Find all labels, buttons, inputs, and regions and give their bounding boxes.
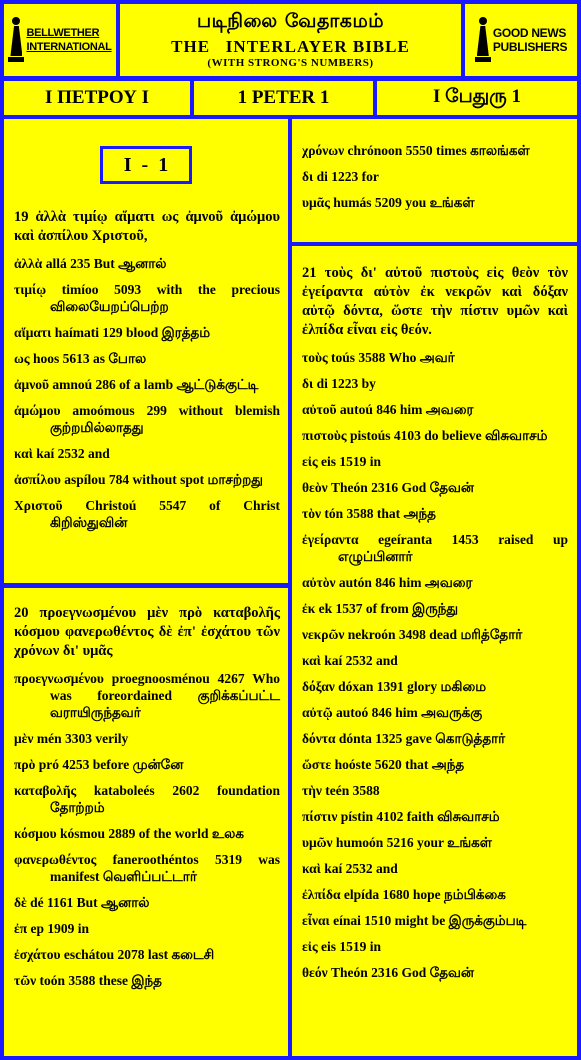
word-entry: καταβολῆς katabolеés 2602 foundation தோற்றம் (14, 783, 280, 815)
book-tamil: I பேதுரு 1 (377, 81, 577, 115)
word-entry: αὐτὸν autón 846 him அவரை (302, 575, 473, 590)
word-entry: καὶ kaí 2532 and (302, 861, 398, 876)
verse21-greek-text: 21 τοὺς δι' αὐτοῦ πιστοὺς εἰς θεὸν τὸν ἐγείραντα αὐτὸν ἐκ νεκρῶν καὶ δόξαν αὐτῷ δόντα, ὥστε τὴν πίστιν υμῶν καὶ ἐλπίδα εἶναι εἰς θεόν. (302, 265, 568, 338)
book-english: 1 PETER 1 (194, 81, 373, 115)
word-entry: δόντα dónta 1325 gave கொடுத்தார் (302, 731, 506, 746)
word-entry: χρόνων chrónoon 5550 times காலங்கள் (302, 143, 530, 158)
word-entry: υμῶν humoón 5216 your உங்கள் (302, 835, 492, 850)
word-entry: κόσμου kósmou 2889 of the world உலக (14, 826, 244, 841)
left-logo-line2: INTERNATIONAL (26, 41, 112, 53)
word-entry: θεὸν Theón 2316 God தேவன் (302, 480, 475, 495)
word-entry: δι di 1223 for (302, 169, 379, 184)
word-entry: πιστοὺς pistoús 4103 do believe விசுவாசம் (302, 428, 548, 443)
word-entry: τιμίῳ timíoo 5093 with the precious விலையேறப்பெற்ற (14, 282, 280, 314)
word-entry: ἐσχάτου eschátou 2078 last கடைசி (14, 947, 215, 962)
word-entry: ως hoos 5613 as போல (14, 351, 147, 366)
word-entry: φανερωθέντος faneroothéntos 5319 was manifest வெளிப்பட்டார் (14, 852, 280, 884)
verse19-content (14, 208, 280, 531)
word-entry: εἰς eis 1519 in (302, 454, 382, 469)
word-entry: προεγνωσμένου proegnoosménou 4267 Who was foreordained குறிக்கப்பட்ட வராயிருந்தவர் (14, 671, 280, 720)
word-entry: εἰς eis 1519 in (302, 939, 382, 954)
word-entry: ὥστε hoóste 5620 that அந்த (302, 757, 465, 772)
word-entry: αἵματι haímati 129 blood இரத்தம் (14, 325, 211, 340)
bellwether-logo (4, 4, 116, 76)
word-entry: δόξαν dóxan 1391 glory மகிமை (302, 679, 487, 694)
word-entry: ἀσπίλου aspílou 784 without spot மாசற்றது (14, 472, 263, 487)
title-tamil: படிநிலை வேதாகமம் (196, 10, 385, 32)
word-entry: ἀμνοῦ amnoú 286 of a lamb ஆட்டுக்குட்டி (14, 377, 259, 392)
word-entry: τὸν tón 3588 that அந்த (302, 506, 436, 521)
word-entry: καὶ kaí 2532 and (14, 446, 110, 461)
word-entry: αὐτοῦ autoú 846 him அவரை (302, 402, 474, 417)
word-entry: ἐγείραντα egeíranta 1453 raised up எழுப்பினார் (302, 532, 568, 564)
word-entry: ἐπ ep 1909 in (14, 921, 90, 936)
word-entry: ἀμώμου amoómous 299 without blemish குற்றமில்லாதது (14, 403, 280, 435)
word-entry: τὴν teén 3588 (302, 783, 380, 798)
word-entry: δὲ dé 1161 But ஆனால் (14, 895, 150, 910)
word-entry: αὐτῷ autoó 846 him அவருக்கு (302, 705, 483, 720)
verse20-content (14, 604, 280, 989)
right-logo-line1: GOOD NEWS (492, 26, 567, 40)
bellwether-figure-icon (8, 17, 24, 63)
chapter-label: I - 1 (100, 146, 192, 184)
word-entry: καὶ kaí 2532 and (302, 653, 398, 668)
word-entry: εἶναι eínai 1510 might be இருக்கும்படி (302, 913, 527, 928)
verse19-greek-text: 19 ἀλλὰ τιμίῳ αἵματι ως ἀμνοῦ ἀμώμου καὶ ἀσπίλου Χριστοῦ, (14, 209, 280, 244)
title-english: THE INTERLAYER BIBLE (171, 37, 410, 56)
word-entry: δι di 1223 by (302, 376, 376, 391)
word-entry: νεκρῶν nekroón 3498 dead மரித்தோர் (302, 627, 523, 642)
word-entry: ἐλπίδα elpída 1680 hope நம்பிக்கை (302, 887, 506, 902)
word-entry: τῶν toón 3588 these இந்த (14, 973, 162, 988)
title-subtitle: (WITH STRONG'S NUMBERS) (207, 57, 374, 69)
word-entry: ἐκ ek 1537 of from இருந்து (302, 601, 459, 616)
word-entry: υμᾶς humás 5209 you உங்கள் (302, 195, 475, 210)
verse20-greek-text: 20 προεγνωσμένου μὲν πρὸ καταβολῆς κόσμου φανερωθέντος δὲ ἐπ' ἐσχάτου τῶν χρόνων δι' υμᾶς (14, 605, 280, 659)
word-entry: θεόν Theón 2316 God தேவன் (302, 965, 475, 980)
word-entry: τοὺς toús 3588 Who அவர் (302, 350, 455, 365)
left-logo-line1: BELLWETHER (26, 27, 100, 39)
word-entry: ἀλλὰ allá 235 But ஆனால் (14, 256, 167, 271)
book-greek: Ι ΠΕΤΡΟΥ Ι (4, 81, 190, 115)
continuation-content (302, 142, 568, 211)
word-entry: πίστιν pístin 4102 faith விசுவாசம் (302, 809, 500, 824)
right-logo-line2: PUBLISHERS (492, 40, 568, 54)
title-block (120, 4, 461, 76)
goodnews-logo (465, 4, 577, 76)
goodnews-figure-icon (475, 17, 491, 63)
word-entry: μὲν mén 3303 verily (14, 731, 129, 746)
word-entry: πρὸ pró 4253 before முன்னே (14, 757, 184, 772)
verse21-content (302, 264, 568, 981)
word-entry: Χριστοῦ Christoú 5547 of Christ கிறிஸ்துவின் (14, 498, 280, 530)
